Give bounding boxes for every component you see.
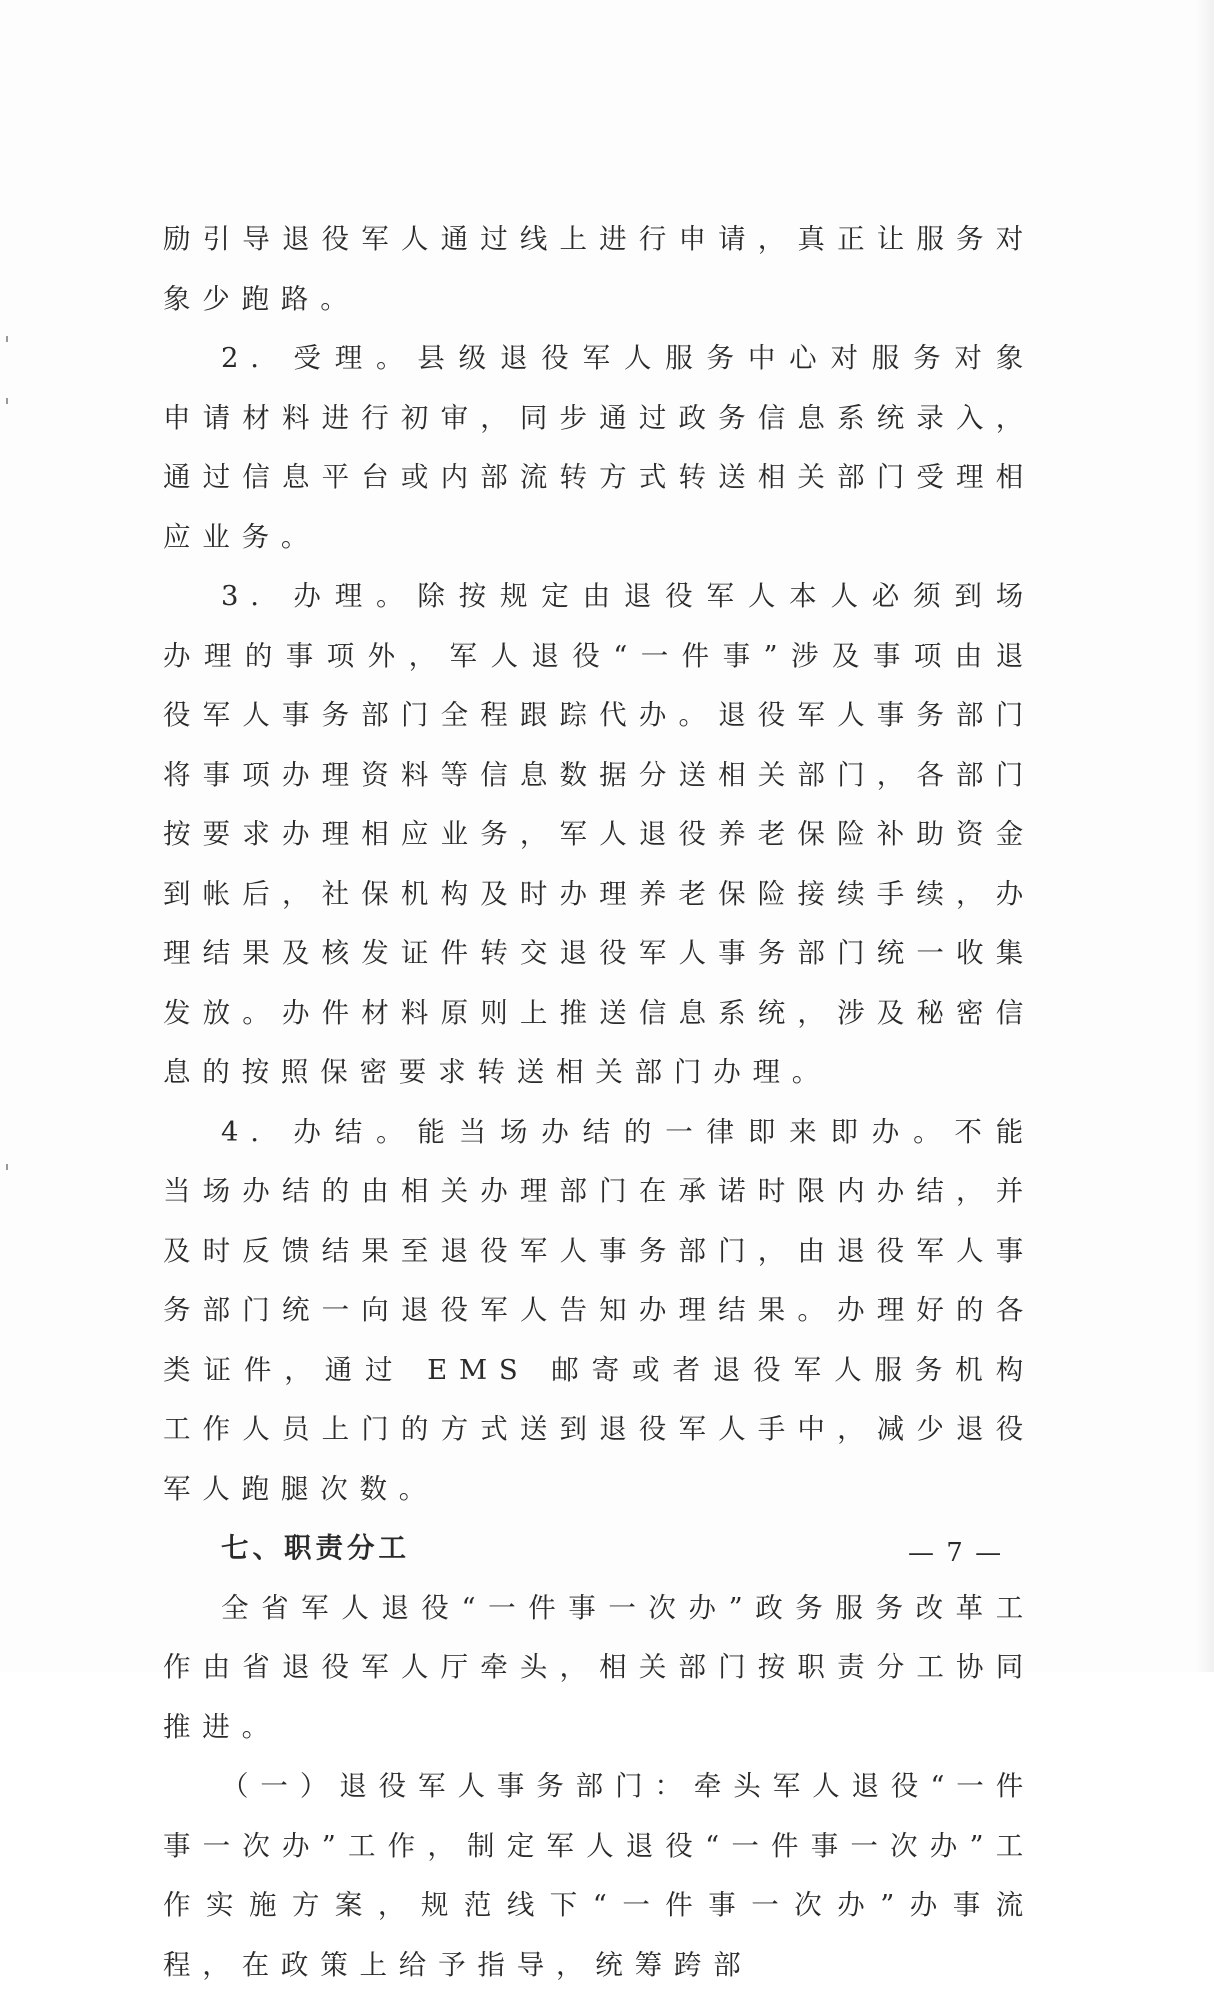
paragraph-acceptance: 2. 受理。县级退役军人服务中心对服务对象申请材料进行初审，同步通过政务信息系统录入，通过信息平台或内部流转方式转送相关部门受理相应业务。: [163, 342, 1035, 553]
scan-speck: [6, 398, 8, 404]
scan-speck: [6, 336, 8, 342]
page-number: — 7 —: [908, 1538, 1004, 1568]
scan-speck: [6, 1164, 8, 1170]
section-heading: 七、职责分工: [221, 1532, 410, 1564]
paragraph-processing: 3. 办理。除按规定由退役军人本人必须到场办理的事项外，军人退役“一件事”涉及事项由退役军人事务部门全程跟踪代办。退役军人事务部门将事项办理资料等信息数据分送相关部门，各部门按要求办理相应业务，军人退役养老保险补助资金到帐后，社保机构及时办理养老保险接续手续，办理结果及核发证件转交退役军人事务部门统一收集发放。办件材料原则上推送信息系统，涉及秘密信息的按照保密要求转送相关部门办理。: [163, 580, 1035, 1088]
paragraph-continuation: 励引导退役军人通过线上进行申请，真正让服务对象少跑路。: [163, 223, 1035, 315]
paragraph-veterans-department: （一）退役军人事务部门：牵头军人退役“一件事一次办”工作，制定军人退役“一件事一次办”工作实施方案，规范线下“一件事一次办”办事流程，在政策上给予指导，统筹跨部: [163, 1770, 1035, 1981]
document-body: [163, 210, 1035, 1995]
paragraph-responsibility-intro: 全省军人退役“一件事一次办”政务服务改革工作由省退役军人厅牵头，相关部门按职责分工协同推进。: [163, 1591, 1035, 1743]
paragraph-completion: 4. 办结。能当场办结的一律即来即办。不能当场办结的由相关办理部门在承诺时限内办结，并及时反馈结果至退役军人事务部门，由退役军人事务部门统一向退役军人告知办理结果。办理好的各类证件，通过 EMS 邮寄或者退役军人服务机构工作人员上门的方式送到退役军人手中，减少退役军人跑腿次数。: [163, 1115, 1035, 1505]
page-edge-shadow: [1196, 0, 1214, 1672]
